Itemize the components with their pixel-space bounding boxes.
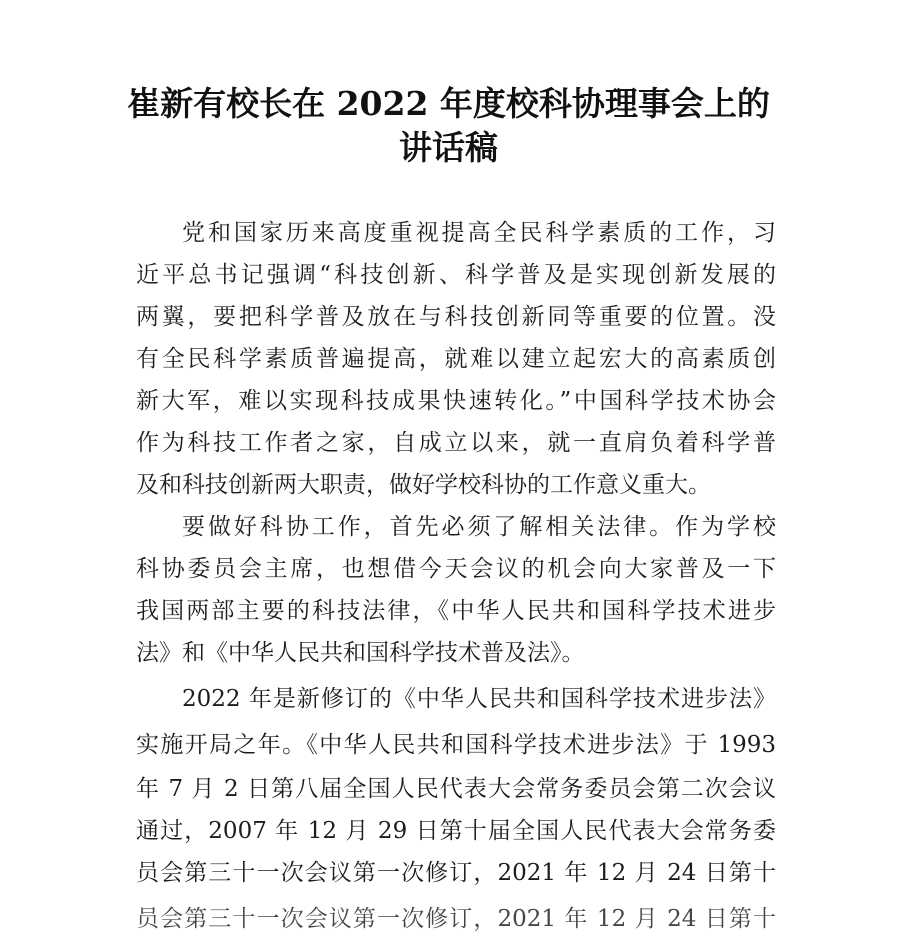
paragraph-3-line-2: 实施开局之年。《中华人民共和国科学技术进步法》于 1993 [136, 732, 776, 758]
document-title-line-2: 讲话稿 [399, 128, 498, 167]
paragraph-1-line-5: 新大军，难以实现科技成果快速转化。”中国科学技术协会 [136, 388, 776, 414]
paragraph-2-line-2: 科协委员会主席，也想借今天会议的机会向大家普及一下 [136, 556, 776, 582]
paragraph-2-line-3: 我国两部主要的科技法律，《中华人民共和国科学技术进步 [136, 598, 776, 624]
paragraph-1-line-7: 及和科技创新两大职责，做好学校科协的工作意义重大。 [136, 472, 711, 498]
paragraph-2-line-4: 法》和《中华人民共和国科学技术普及法》。 [136, 640, 585, 666]
document-title-line-1: 崔新有校长在 2022 年度校科协理事会上的 [127, 84, 770, 123]
paragraph-1-line-1: 党和国家历来高度重视提高全民科学素质的工作，习 [182, 220, 776, 246]
paragraph-1-line-4: 有全民科学素质普遍提高，就难以建立起宏大的高素质创 [136, 346, 776, 372]
paragraph-1-line-6: 作为科技工作者之家，自成立以来，就一直肩负着科学普 [136, 430, 776, 456]
paragraph-3-line-3: 年 7 月 2 日第八届全国人民代表大会常务委员会第二次会议 [136, 776, 776, 802]
paragraph-3-line-4: 通过，2007 年 12 月 29 日第十届全国人民代表大会常务委 [136, 818, 776, 844]
paragraph-2-line-1: 要做好科协工作，首先必须了解相关法律。作为学校 [182, 514, 776, 540]
paragraph-1-line-2: 近平总书记强调“科技创新、科学普及是实现创新发展的 [136, 262, 776, 288]
paragraph-3-line-6: 员会第三十一次会议第一次修订，2021 年 12 月 24 日第十 [136, 906, 776, 932]
paragraph-3-line-5: 员会第三十一次会议第一次修订，2021 年 12 月 24 日第十 [136, 860, 776, 886]
paragraph-3-line-1: 2022 年是新修订的《中华人民共和国科学技术进步法》 [182, 686, 776, 712]
paragraph-1-line-3: 两翼，要把科学普及放在与科技创新同等重要的位置。没 [136, 304, 776, 330]
